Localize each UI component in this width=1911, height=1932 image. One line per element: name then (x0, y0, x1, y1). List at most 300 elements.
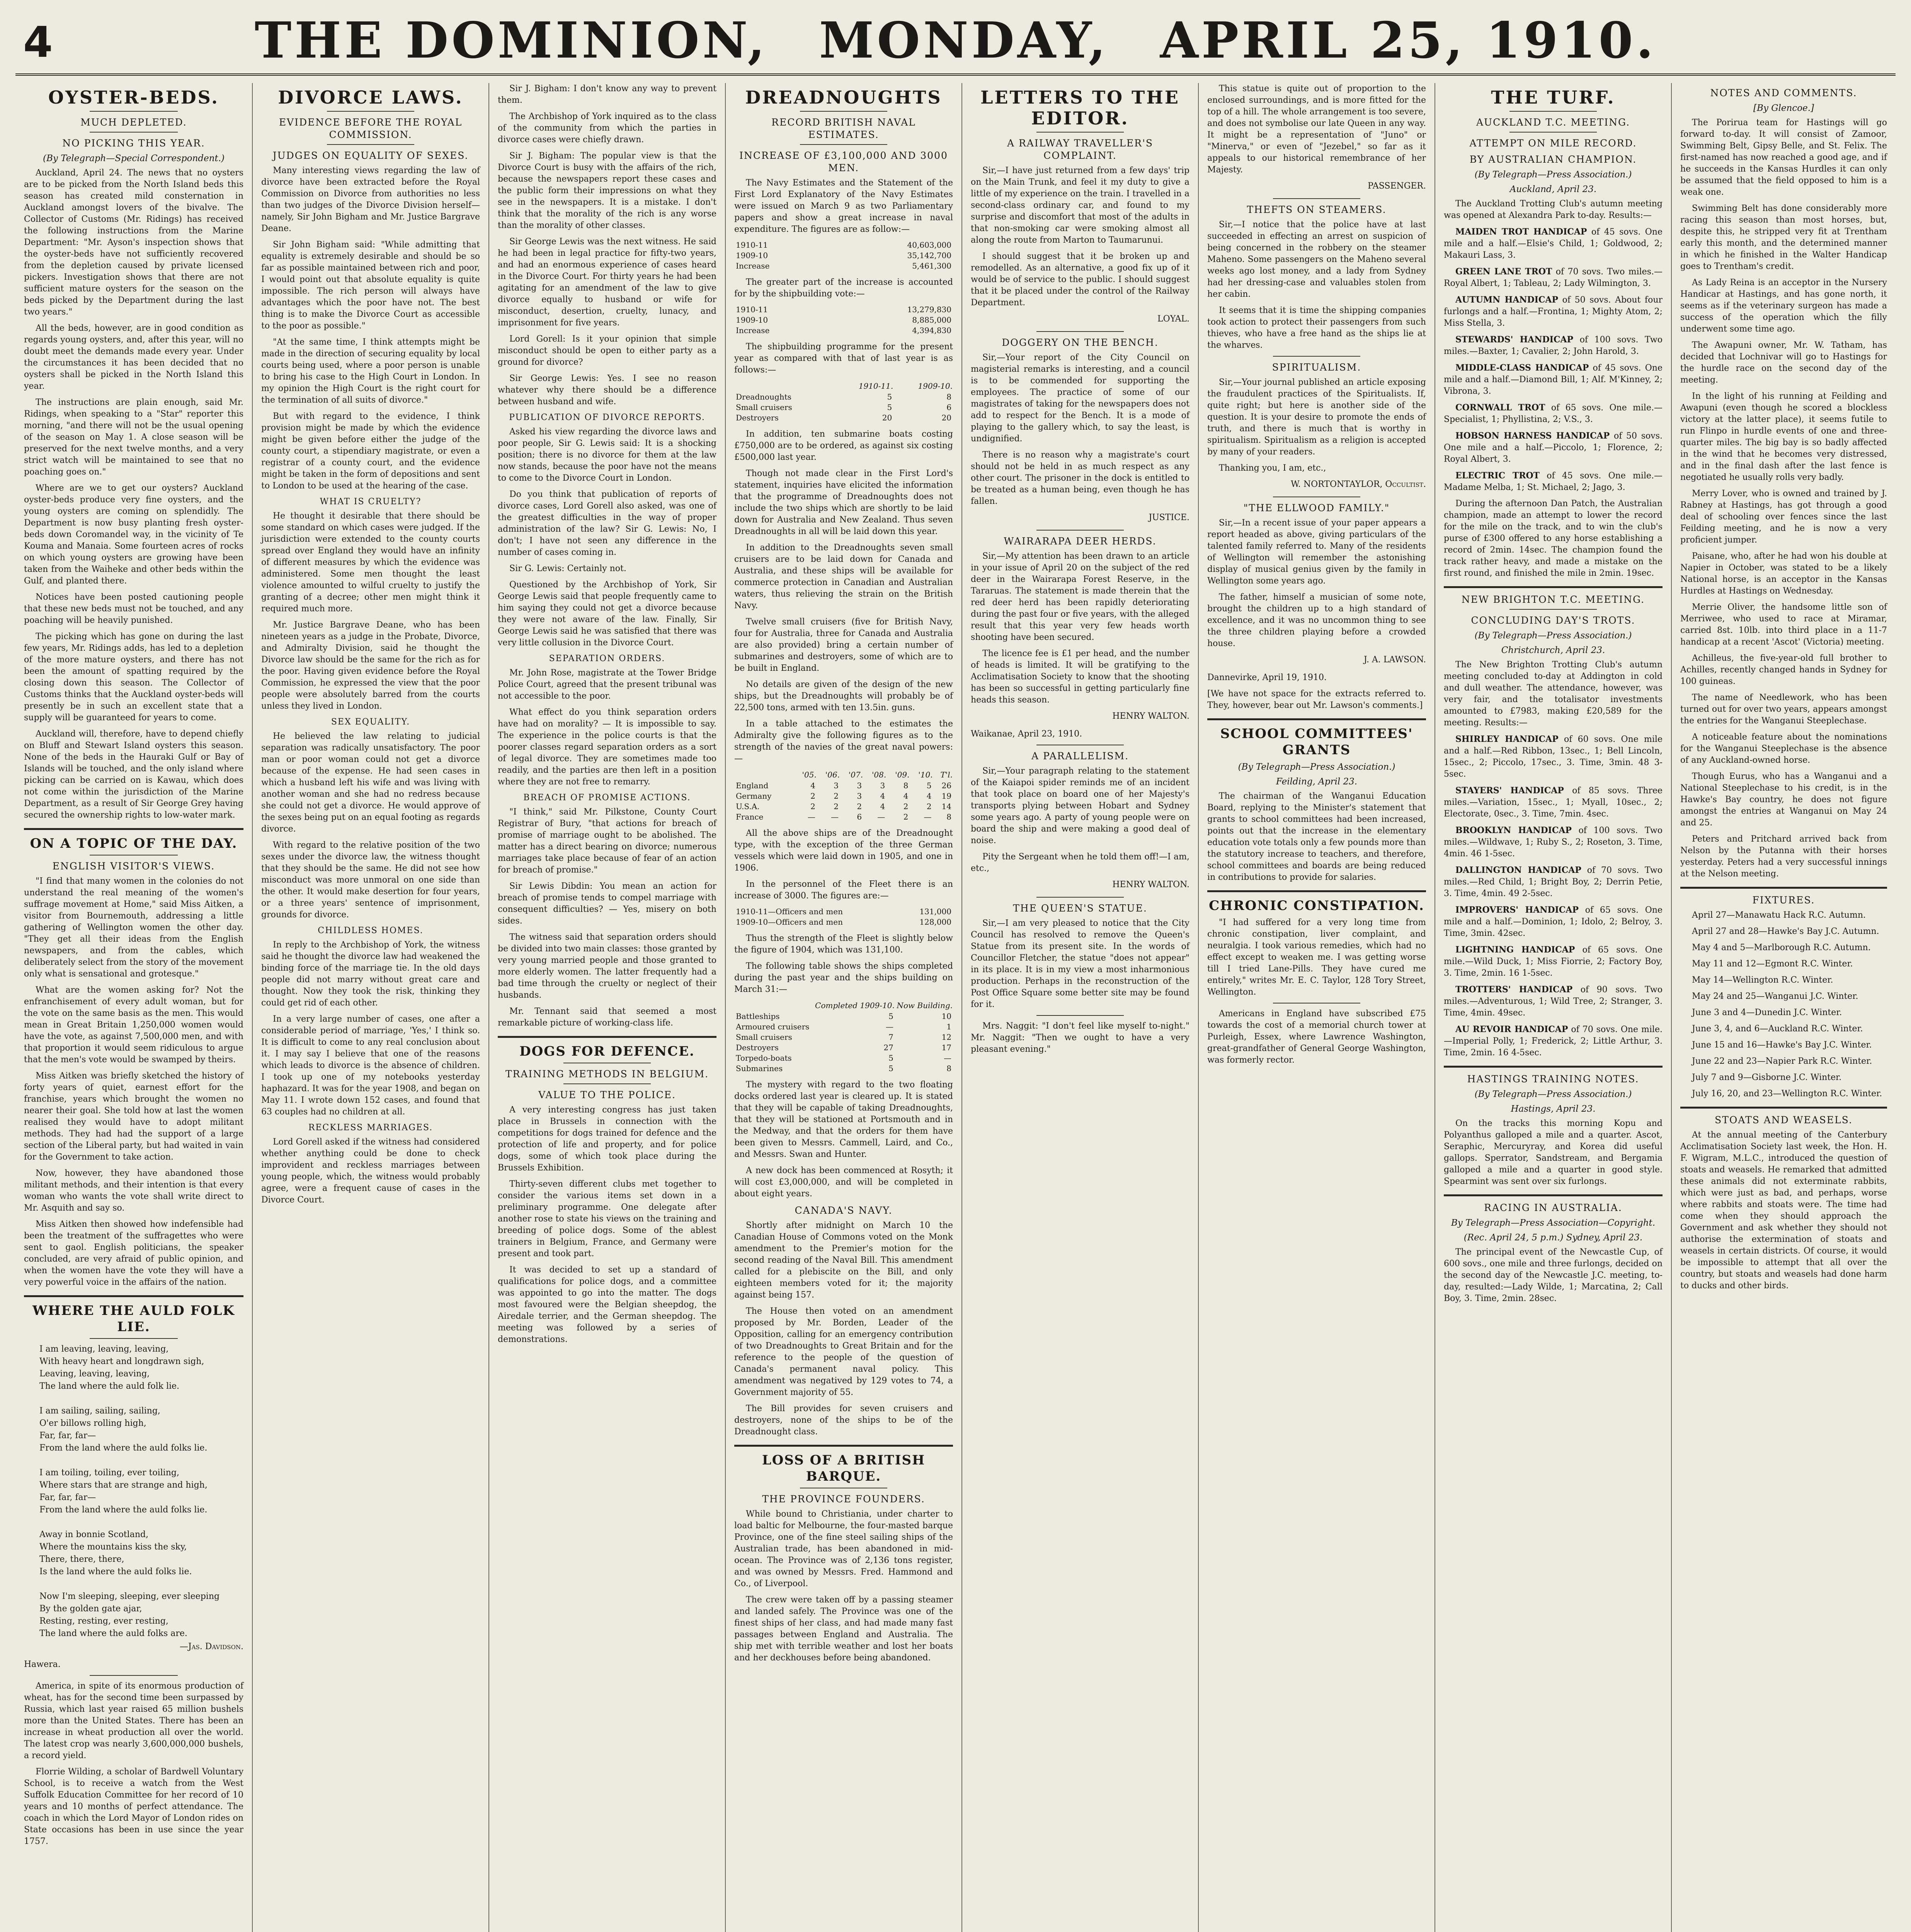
table-cell: Germany (736, 791, 772, 801)
verse-line (39, 1517, 243, 1528)
paragraph: Sir J. Bigham: I don't know any way to prevent them. (498, 84, 716, 105)
race-detail: of 45 sovs. One mile and a half.—Diamond Bill, 1; Alf. M'Kinney, 2; Vibrona, 3. (1444, 363, 1663, 396)
headline: CHRONIC CONSTIPATION. (1209, 898, 1424, 913)
headline: LOSS OF A BRITISH BARQUE. (762, 1452, 926, 1484)
table-cell: — (885, 1022, 893, 1031)
paragraph: Sir,—Your paragraph relating to the statement of the Kaiapoi spider reminds me of an incident that took place on board one of her Majesty's transports plying between Hobart and Sydney some years ago. A party of young people were on board the ship and were making a good deal of noise. (971, 766, 1189, 845)
table-row (734, 1043, 953, 1053)
paragraph: Merry Lover, who is owned and trained by J. Rabney at Hastings, has got through a good deal of schooling over fences since the last Feilding meeting, and he is now a very proficient jumper. (1680, 489, 1887, 545)
table-row (734, 261, 953, 271)
table-cell: 2 (857, 802, 862, 811)
table-cell: 1909-10 (736, 315, 768, 325)
headline: DIVORCE LAWS. (278, 87, 463, 108)
paragraph: A new dock has been commenced at Rosyth; it will cost £3,000,000, and will be completed in about eight years. (734, 1166, 953, 1199)
letter-signature: W. NORTONTAYLOR, Occultist. (1291, 480, 1426, 489)
paragraph: In addition to the Dreadnoughts seven small cruisers are to be laid down for Canada and Australia, and these ships will be available for commerce protection in Canadian and Australian waters, thus relieving the strain on the British Navy. (734, 543, 953, 611)
race-result (1444, 984, 1663, 1019)
verse-line: I am toiling, toiling, ever toiling, (39, 1468, 179, 1478)
table-cell: 2 (903, 812, 909, 821)
paragraph: At the annual meeting of the Canterbury Acclimatisation Society last week, the Hon. H. F. Wigram, M.L.C., introduced the question of stoats and weasels. He remarked that admitted these animals did not exterminate rabbits, which were just as bad, and perhaps, worse where rabbits and stoats were. The time had come when they should approach the Government and ask whether they should not authorise the extermination of stoats and weasels in certain districts. Of course, it would be impossible to attempt that all over the country, but stoats and weasels had done harm to ducks and other birds. (1680, 1130, 1887, 1291)
headline: DOGS FOR DEFENCE. (519, 1044, 695, 1059)
race-name: DALLINGTON HANDICAP (1455, 865, 1581, 875)
headline: SCHOOL COMMITTEES' GRANTS (1220, 726, 1413, 758)
paragraph: Merrie Oliver, the handsome little son of Merriwee, who used to race at Miramar, carried 8st. 10lb. into third place in a 11-7 handicap at a recent 'Ascot' (Victoria) meeting. (1680, 602, 1887, 647)
headline: WHERE THE AULD FOLK LIE. (32, 1303, 235, 1335)
table-cell: France (736, 812, 764, 821)
race-result (1444, 334, 1663, 357)
table-row (734, 781, 953, 791)
headline: FIXTURES. (1752, 895, 1815, 906)
paragraph: The shipbuilding programme for the present year as compared with that of last year is as follows:— (734, 342, 953, 375)
byline: (By Telegraph—Press Association.) (1474, 1089, 1632, 1099)
table-cell: 2 (810, 802, 815, 811)
verse-line: From the land where the auld folks lie. (39, 1505, 208, 1515)
table-cell: 3 (834, 781, 839, 790)
verse-line: Far, far, far— (39, 1431, 96, 1440)
table-cell: 2 (834, 791, 839, 801)
table-row (734, 906, 953, 917)
byline: [By Glencoe.] (1753, 103, 1814, 113)
table-row (734, 1063, 953, 1074)
table-cell: 40,603,000 (907, 240, 951, 250)
race-name: SHIRLEY HANDICAP (1455, 734, 1559, 744)
paragraph: Though Eurus, who has a Wanganui and a National Steeplechase to his credit, is in the Hawke's Bay country, he does not figure amongst the entries at Wanganui on May 24 and 25. (1680, 772, 1887, 828)
paragraph: Shortly after midnight on March 10 the Canadian House of Commons voted on the Monk amendment to the Premier's motion for the second reading of the Naval Bill. This amendment called for a plebiscite on the Bill, and only eighteen members voted for it; the majority against being 157. (734, 1221, 953, 1300)
table-cell: 1 (946, 1022, 951, 1031)
table-row (734, 1053, 953, 1063)
column-4 (725, 83, 961, 1932)
race-result (1444, 266, 1663, 289)
fixture-item: May 4 and 5—Marlborough R.C. Autumn. (1692, 943, 1871, 952)
race-detail: of 45 sovs. One mile.—Madame Melba, 1; St. Michael, 2; Jago, 3. (1444, 471, 1663, 492)
table-cell: 3 (857, 791, 862, 801)
paragraph: The Porirua team for Hastings will go forward to-day. It will consist of Zamoor, Swimming Belt, Gipsy Belle, and St. Felix. The first-named has now reached a good age, and if he succeeds in the Kansas Hurdles it can only be assumed that the field opposed to him is a weak one. (1680, 118, 1887, 197)
paragraph: He believed the law relating to judicial separation was radically unsatisfactory. The poor man or poor woman could not get a divorce because of the expense. He had seen cases in which a husband left his wife and was living with another woman and she had no redress because she could not get a divorce. He would approve of the sexes being put on an equal footing as regards divorce. (261, 731, 480, 834)
table-cell: 2 (903, 802, 909, 811)
paragraph: There is no reason why a magistrate's court should not be held in as much respect as any other court. The prisoner in the dock is entitled to be treated as a human being, even though he has fallen. (971, 450, 1189, 506)
subheadline: THE PROVINCE FOUNDERS. (762, 1493, 925, 1505)
table-cell: Dreadnoughts (736, 392, 791, 401)
verse-line (39, 1393, 243, 1405)
race-name: LIGHTNING HANDICAP (1455, 945, 1575, 955)
table-cell: Armoured cruisers (736, 1022, 810, 1031)
dateline: Feilding, April 23. (1276, 777, 1358, 787)
paragraph: Now, however, they have abandoned those militant methods, and their intention is that every woman who wants the vote shall write direct to Mr. Asquith and say so. (24, 1168, 243, 1213)
verse-line: There, there, there, (39, 1554, 124, 1564)
title-part: 1910. (1486, 12, 1657, 70)
column-7 (1435, 83, 1671, 1932)
table-cell: 5 (888, 1053, 893, 1063)
race-result (1444, 470, 1663, 493)
paragraph: Lord Gorell asked if the witness had considered whether anything could be done to check improvident and reckless marriages between young people, which, the witness would probably agree, were a frequent cause of cases in the Divorce Court. (261, 1137, 480, 1205)
table-cell: 2 (834, 802, 839, 811)
paragraph: Sir,—Your report of the City Council on magisterial remarks is interesting, and a council is to be commended for supporting the employees. The practice of some of our magistrates of taking for the newspapers does not add to respect for the Bench. It is a mode of playing to the gallery which, to say the least, is undignified. (971, 353, 1189, 444)
table-cell: 5 (888, 1064, 893, 1073)
dateline: Auckland, April 23. (1509, 184, 1597, 194)
letter-signature: JUSTICE. (1149, 513, 1189, 522)
paragraph: Thirty-seven different clubs met together to consider the various items set down in a preliminary programme. One delegate after another rose to state his views on the training and breeding of police dogs. Some of the ablest trainers in Belgium, France, and Germany were present and took part. (498, 1179, 716, 1259)
paragraph: Sir George Lewis: Yes. I see no reason whatever why there should be a difference between husband and wife. (498, 374, 716, 406)
verse-line: Is the land where the auld folks lie. (39, 1567, 192, 1577)
race-detail: of 65 sovs. One mile.—Wild Duck, 1; Miss Fiorrie, 2; Factory Boy, 3. Time, 2min. 16 1-5sec. (1444, 945, 1663, 978)
paragraph: Where are we to get our oysters? Auckland oyster-beds produce very fine oysters, and the young oysters are coming on splendidly. The Department is now busy planting fresh oyster-beds down Coromandel way, in the vicinity of Te Kouma and Manaia. Some fourteen acres of rocks on which young oysters are growing have been taken from the Waiheke and other beds within the Gulf, and planted there. (24, 483, 243, 586)
race-name: MAIDEN TROT HANDICAP (1455, 227, 1587, 237)
paper-title (15, 12, 1896, 70)
verse-line: Leaving, leaving, leaving, (39, 1369, 150, 1379)
table-cell: — (924, 812, 932, 821)
table-cell: Increase (736, 326, 770, 335)
race-detail: of 70 sovs. Two miles.—Red Child, 1; Bright Boy, 2; Derrin Petie, 3. Time, 4min. 49 2-5sec. (1444, 866, 1663, 898)
paragraph: Sir John Bigham said: "While admitting that equality is extremely desirable and should be so far as possible maintained between rich and poor, I would point out that absolute equality is quite impossible. The rich person will always have advantages which the poor have not. The best thing is to make the Divorce Court as accessible to the poor as possible." (261, 240, 480, 331)
table-header (734, 769, 794, 781)
paragraph: The licence fee is £1 per head, and the number of heads is limited. It will be gratifying to the Acclimatisation Society to know that the shooting has been so successful in getting particularly fine heads this season. (971, 649, 1189, 705)
table-cell: Small cruisers (736, 403, 792, 412)
verse-line: I am sailing, sailing, sailing, (39, 1406, 160, 1416)
race-result (1444, 362, 1663, 397)
table-header (734, 381, 834, 392)
table-header-row (734, 769, 953, 781)
table-row (734, 1032, 953, 1043)
subheadline: HASTINGS TRAINING NOTES. (1467, 1073, 1639, 1085)
table-header: '05. (802, 770, 817, 779)
dateline: (Rec. April 24, 5 p.m.) Sydney, April 23. (1463, 1233, 1643, 1243)
paragraph: Sir,—My attention has been drawn to an article in your issue of April 20 on the subject of the red deer in the Wairarapa Forest Reserve, in the Tararuas. The statement is made therein that the red deer herd has been rapidly deteriorating during the past four or five years, with the alleged result that this year very few heads worth shooting have been secured. (971, 551, 1189, 642)
subheadline: INCREASE OF £3,100,000 AND 3000 MEN. (739, 150, 948, 173)
race-result (1444, 430, 1663, 465)
paragraph: Sir,—In a recent issue of your paper appears a report headed as above, giving particulars of the talented family referred to. Many of the residents of Wellington will remember the astonishing display of musical genius given by the family in Wellington some years ago. (1207, 518, 1426, 586)
paragraph: In the personnel of the Fleet there is an increase of 3000. The figures are:— (734, 879, 953, 901)
fixture-item: May 24 and 25—Wanganui J.C. Winter. (1692, 992, 1858, 1001)
verse-line: Far, far, far— (39, 1493, 96, 1502)
table-cell: 8,885,000 (912, 315, 951, 325)
table-cell: 5 (926, 781, 932, 790)
verse-line: O'er billows rolling high, (39, 1418, 146, 1428)
section-heading: SEPARATION ORDERS. (549, 654, 665, 663)
paragraph: Auckland, April 24. The news that no oysters are to be picked from the North Island beds this season has created mild consternation in Auckland amongst lovers of the bivalve. The Collector of Customs (Mr. Ridings) has received the following instructions from the Marine Department: "Mr. Ayson's inspection shows that the oyster-beds have not sufficiently recovered from the depletion caused by private licensed pickers. Investigation shows that there are not sufficient mature oysters for the season on the beds picked by the Department during the last two years." (24, 168, 243, 317)
subheadline: VALUE TO THE POLICE. (538, 1089, 676, 1100)
verse-line: I am leaving, leaving, leaving, (39, 1344, 169, 1354)
verse-line: The land where the auld folks are. (39, 1629, 187, 1638)
race-name: AUTUMN HANDICAP (1455, 295, 1559, 305)
race-detail: of 50 sovs. One mile and a half.—Piccolo, 1; Florence, 2; Royal Albert, 3. (1444, 431, 1663, 464)
paragraph: Mrs. Naggit: "I don't feel like myself to-night." Mr. Naggit: "Then we ought to have a very pleasant evening." (971, 1021, 1189, 1054)
table-cell: England (736, 781, 769, 790)
table-cell: 5 (888, 1012, 893, 1021)
paragraph: The picking which has gone on during the last few years, Mr. Ridings adds, has led to a depletion of the more mature oysters, and there has not been the amount of spatting required by the closing down this season. The Collector of Customs thinks that the Auckland oyster-beds will presently be in such an excellent state that a supply will be guaranteed for years to come. (24, 632, 243, 723)
paragraph: During the afternoon Dan Patch, the Australian champion, made an attempt to lower the record for the mile on the track, and to win the club's purse of £300 offered to any horse establishing a record of 2min. 14sec. The champion found the track rather heavy, and made a mistake on the first round, and finished the mile in 2min. 19sec. (1444, 499, 1663, 578)
paragraph: "I find that many women in the colonies do not understand the real meaning of the women's suffrage movement at Home," said Miss Aitken, a visitor from Bournemouth, addressing a little gathering of Wellington women the other day. "They get all their ideas from the English newspapers, and from the cables, which deliberately select from the story of the movement only what is sensational and grotesque." (24, 876, 243, 979)
verse-line: Resting, resting, ever resting, (39, 1616, 168, 1626)
paragraph: What effect do you think separation orders have had on morality? — It is impossible to say. The experience in the police courts is that the poorer classes regard separation orders as a sort of legal divorce. They are sometimes made too readily, and the parties are then left in a position where they are not free to remarry. (498, 707, 716, 787)
paragraph: As Lady Reina is an acceptor in the Nursery Handicar at Hastings, and has gone north, it seems as if the veterinary surgeon has made a success of the operation which the filly underwent some time ago. (1680, 278, 1887, 334)
paragraph: Miss Aitken then showed how indefensible had been the treatment of the suffragettes who were sent to gaol. English politicians, the speaker concluded, are very afraid of public opinion, and when the women have the vote they will have a very powerful voice in the affairs of the nation. (24, 1219, 243, 1287)
subheadline: RECORD BRITISH NAVAL ESTIMATES. (771, 117, 916, 140)
paragraph: Florrie Wilding, a scholar of Bardwell Voluntary School, is to receive a watch from the West Suffolk Education Committee for her record of 10 years and 10 months of perfect attendance. The coach in which the Lord Mayor of London rides on State occasions has been in use since the year 1757. (24, 1767, 243, 1846)
column-3 (488, 83, 725, 1932)
paragraph: Notices have been posted cautioning people that these new beds must not be touched, and any poaching will be heavily punished. (24, 592, 243, 625)
table-row (734, 304, 953, 315)
table-cell: 4 (880, 802, 885, 811)
table-cell: 20 (941, 413, 951, 422)
table-cell: 4 (880, 791, 885, 801)
fixture-item: July 7 and 9—Gisborne J.C. Winter. (1692, 1073, 1842, 1082)
race-result (1444, 1024, 1663, 1059)
paragraph: Americans in England have subscribed £75 towards the cost of a memorial church tower at Purleigh, Essex, where Lawrence Washington, great-grandfather of General George Washington, was formerly rector. (1207, 1009, 1426, 1065)
verse-line: Now I'm sleeping, sleeping, ever sleeping (39, 1592, 220, 1601)
table-cell: 17 (941, 1043, 951, 1052)
column-6 (1198, 83, 1435, 1932)
table-cell: Torpedo-boats (736, 1053, 792, 1063)
fixture-item: April 27—Manawatu Hack R.C. Autumn. (1692, 910, 1866, 920)
paragraph: All the beds, however, are in good condition as regards young oysters, and, after this year, will no doubt meet the demands made every year. Under the circumstances it has been decided that no oysters shall be picked in the North Island this year. (24, 323, 243, 391)
paragraph: The House then voted on an amendment proposed by Mr. Borden, Leader of the Opposition, calling for an emergency contribution of two Dreadnoughts to Great Britain and for the reference to the people of the question of Canada's permanent naval policy. This amendment was negatived by 129 votes to 74, a Government majority of 55. (734, 1306, 953, 1397)
table-row (734, 1022, 953, 1032)
poem-place: Hawera. (24, 1660, 61, 1669)
column-5 (961, 83, 1198, 1932)
paragraph: It was decided to set up a standard of qualifications for police dogs, and a committee was appointed to go into the matter. The dogs most favoured were the Belgian sheepdog, the Airedale terrier, and the German sheepdog. The meeting was followed by a series of demonstrations. (498, 1265, 716, 1344)
letter-heading: WAIRARAPA DEER HERDS. (1004, 536, 1157, 547)
fixture-item: May 11 and 12—Egmont R.C. Winter. (1692, 959, 1853, 969)
paragraph: In addition, ten submarine boats costing £750,000 are to be ordered, as against six costing £500,000 last year. (734, 429, 953, 462)
race-name: MIDDLE-CLASS HANDICAP (1455, 363, 1589, 373)
table-header: '10. (918, 770, 933, 779)
paragraph: The Auckland Trotting Club's autumn meeting was opened at Alexandra Park to-day. Results:— (1444, 199, 1663, 220)
verse-line (39, 1578, 243, 1590)
paragraph: The greater part of the increase is accounted for by the shipbuilding vote:— (734, 277, 953, 299)
section-heading: WHAT IS CRUELTY? (320, 497, 422, 507)
race-detail: of 65 sovs. One mile.—Specialist, 1; Phyllistina, 2; V.S., 3. (1444, 403, 1663, 424)
race-result (1444, 904, 1663, 939)
race-name: GREEN LANE TROT (1455, 267, 1552, 277)
race-name: CORNWALL TROT (1455, 403, 1545, 413)
paragraph: Though not made clear in the First Lord's statement, inquiries have elicited the information that the programme of Dreadnoughts does not include the two ships which are shortly to be laid down for Australia and New Zealand. Thus seven Dreadnoughts in all will be laid down this year. (734, 469, 953, 536)
headline: THE TURF. (1491, 87, 1615, 108)
column-2 (252, 83, 488, 1932)
table-row (734, 1011, 953, 1022)
paragraph: Sir Lewis Dibdin: You mean an action for breach of promise tends to compel marriage with consequent difficulties? — Yes, misery on both sides. (498, 881, 716, 926)
table-cell: 3 (857, 781, 862, 790)
title-part: THE DOMINION, (254, 12, 768, 70)
table-row (734, 392, 953, 402)
paragraph: All the above ships are of the Dreadnought type, with the exception of the three German vessels which were laid down in 1905, and one in 1906. (734, 828, 953, 873)
race-name: ELECTRIC TROT (1455, 471, 1540, 481)
paragraph: But with regard to the evidence, I think provision might be made by which the evidence might be given before either the judge of the county court, a stipendiary magistrate, or even a registrar of a county court, and the evidence might be taken in the form of depositions and sent to London to be used at the hearing of the case. (261, 412, 480, 491)
section-heading: CANADA'S NAVY. (795, 1205, 893, 1216)
table-header: '08. (871, 770, 887, 779)
table-cell: 12 (941, 1032, 951, 1042)
title-part: 25, (1370, 12, 1466, 70)
table-cell: 1910-11 (736, 240, 768, 250)
paragraph: The following table shows the ships completed during the past year and the ships building on March 31:— (734, 961, 953, 994)
subheadline: TRAINING METHODS IN BELGIUM. (505, 1068, 709, 1080)
paragraph: The Archbishop of York inquired as to the class of the community from which the parties in divorce cases were chiefly drawn. (498, 112, 716, 145)
table-header (734, 1000, 813, 1011)
table-header: '09. (895, 770, 910, 779)
race-result (1444, 294, 1663, 329)
paragraph: Mr. John Rose, magistrate at the Tower Bridge Police Court, agreed that the present tribunal was not accessible to the poor. (498, 668, 716, 701)
paragraph: Twelve small cruisers (five for British Navy, four for Australia, three for Canada and Australia are also provided) bring a certain number of submarines and destroyers, some of which are to be built in England. (734, 617, 953, 673)
letter-heading: SPIRITUALISM. (1272, 362, 1361, 373)
table-row (734, 325, 953, 336)
section-heading: CHILDLESS HOMES. (318, 926, 424, 935)
table-cell: Small cruisers (736, 1032, 792, 1042)
letter-heading: DOGGERY ON THE BENCH. (1002, 337, 1159, 348)
race-name: IMPROVERS' HANDICAP (1455, 905, 1579, 915)
paragraph: Achilleus, the five-year-old full brother to Achilles, recently changed hands in Sydney for 100 guineas. (1680, 653, 1887, 686)
table-cell: Destroyers (736, 1043, 779, 1052)
table-cell: 19 (941, 791, 951, 801)
race-detail: of 45 sovs. One mile and a half.—Elsie's Child, 1; Goldwood, 2; Makauri Lass, 3. (1444, 227, 1663, 260)
letter-signature: HENRY WALTON. (1112, 711, 1189, 721)
paragraph: It seems that it is time the shipping companies took action to protect their passengers from such thieves, who have a free hand as the ships lie at the wharves. (1207, 306, 1426, 350)
byline: (By Telegraph—Press Association.) (1238, 762, 1395, 772)
headline: LETTERS TO THE EDITOR. (980, 87, 1180, 129)
paragraph: Sir,—I am very pleased to notice that the City Council has resolved to remove the Queen's Statue from its present site. In the words of Councillor Fletcher, the statue "does not appear" in its place. It is in my view a most inharmonious production. Perhaps in the reconstruction of the Post Office Square some better site may be found for it. (971, 918, 1189, 1009)
paragraph: Questioned by the Archbishop of York, Sir George Lewis said that people frequently came to him saying they could not get a divorce because they were not aware of the law. Finally, Sir George Lewis said he was satisfied that there was very little collusion in the Divorce Court. (498, 580, 716, 648)
table-cell: 2 (926, 802, 932, 811)
subheadline: MUCH DEPLETED. (80, 117, 187, 128)
letter-signature: PASSENGER. (1368, 181, 1426, 191)
table-cell: 1909-10—Officers and men (736, 917, 843, 927)
table-row (734, 812, 953, 822)
paragraph: Miss Aitken was briefly sketched the history of forty years of quiet, earnest effort for the franchise, years which brought the women no nearer their goal. She told how at last the women realised they would have to adopt militant methods. They had had the support of a large section of the Liberal party, but had waited in vain for the Government to take action. (24, 1071, 243, 1162)
verse-line: Where the mountains kiss the sky, (39, 1542, 187, 1552)
table-cell: 3 (880, 781, 885, 790)
verse-line: The land where the auld folk lie. (39, 1381, 180, 1391)
table-row (734, 801, 953, 812)
headline: NOTES AND COMMENTS. (1710, 87, 1857, 99)
table-cell: 14 (941, 802, 951, 811)
table-header: 1909-10. (918, 381, 953, 391)
table-header-row (734, 381, 953, 392)
paragraph: Thanking you, I am, etc., (1219, 463, 1326, 473)
verse-line: With heavy heart and longdrawn sigh, (39, 1357, 204, 1366)
table-cell: — (877, 812, 885, 821)
table-cell: 13,279,830 (907, 305, 951, 314)
table-cell: 27 (883, 1043, 893, 1052)
editor-note: [We have not space for the extracts referred to. They, however, bear out Mr. Lawson's comments.] (1207, 689, 1426, 710)
paragraph: While bound to Christiania, under charter to load baltic for Melbourne, the four-masted barque Province, one of the fine steel sailing ships of the Australian trade, has been abandoned in mid-ocean. The Province was of 2,136 tons register, and was owned by Messrs. Fred. Hammond and Co., of Liverpool. (734, 1509, 953, 1588)
paragraph: Lord Gorell: Is it your opinion that simple misconduct should be open to either party as a ground for divorce? (498, 334, 716, 367)
table-row (734, 917, 953, 927)
letter-heading: THEFTS ON STEAMERS. (1247, 204, 1387, 215)
dateline: Christchurch, April 23. (1501, 645, 1605, 655)
verse-line (39, 1455, 243, 1466)
race-result (1444, 825, 1663, 860)
race-result (1444, 402, 1663, 425)
paragraph: The Navy Estimates and the Statement of the First Lord Explanatory of the Navy Estimates were issued on March 9 as two Parliamentary papers and show a great increase in naval expenditure. The figures are as follow:— (734, 178, 953, 234)
table-row (734, 402, 953, 413)
headline: ON A TOPIC OF THE DAY. (30, 836, 238, 851)
naval-strength-table (734, 769, 953, 822)
race-name: STEWARDS' HANDICAP (1455, 335, 1574, 345)
race-name: HOBSON HARNESS HANDICAP (1455, 431, 1610, 441)
fixture-item: July 16, 20, and 23—Wellington R.C. Winter. (1692, 1089, 1882, 1099)
table-cell: — (830, 812, 839, 821)
table-cell: 5 (887, 403, 892, 412)
programme-table (734, 381, 953, 423)
verse-line: Away in bonnie Scotland, (39, 1530, 149, 1539)
table-cell: Destroyers (736, 413, 779, 422)
paragraph: He thought it desirable that there should be some standard on which cases were judged. If the jurisdiction were extended to the county courts spread over England they would have an infinity of different measures by which the evidence was administered. Some men thought the least violence amounted to wilful cruelty to justify the granting of a decree; other men might think it required much more. (261, 511, 480, 614)
paragraph: In the light of his running at Feilding and Awapuni (even though he scored a blockless victory at the latter place), it seems futile to run Flinpo in hurdle events of one and three-quarter miles. The big bay is so badly affected in the wind that he becomes very distressed, and in the final dash after the last fence is negotiated he usually rolls very badly. (1680, 391, 1887, 482)
race-name: STAYERS' HANDICAP (1455, 786, 1564, 796)
masthead (15, 8, 1896, 76)
table-row (734, 250, 953, 261)
table-cell: 131,000 (919, 907, 951, 916)
fixture-item: June 15 and 16—Hawke's Bay J.C. Winter. (1692, 1040, 1872, 1050)
shipbuilding-table (734, 304, 953, 336)
paragraph: No details are given of the design of the new ships, but the Dreadnoughts will probably be of 22,500 tons, armed with ten 13.5in. guns. (734, 680, 953, 713)
table-cell: 10 (941, 1012, 951, 1021)
table-cell: 1910-11—Officers and men (736, 907, 843, 916)
table-cell: 8 (946, 1064, 951, 1073)
table-header: 1910-11. (858, 381, 893, 391)
paragraph: This statue is quite out of proportion to the enclosed surroundings, and is more fitted for the top of a hill. The whole arrangement is too severe, and does not symbolise our late Queen in any way. It might be a representation of "Juno" or "Minerva," or even of "Jezebel," so far as it appeals to our historical remembrance of her Majesty. (1207, 84, 1426, 175)
paragraph: With regard to the relative position of the two sexes under the divorce law, the witness thought that they should be the same. He did not see how misconduct was more unmoral on one side than the other. It would make desertion for four years, or a three years' sentence of imprisonment, grounds for divorce. (261, 840, 480, 920)
table-cell: 1910-11 (736, 305, 768, 314)
byline: By Telegraph—Press Association—Copyright. (1451, 1218, 1656, 1228)
race-result (1444, 864, 1663, 900)
fixture-item: May 14—Wellington R.C. Winter. (1692, 975, 1833, 985)
personnel-table (734, 906, 953, 927)
poem-signature: —Jas. Davidson. (179, 1642, 243, 1651)
subheadline: NO PICKING THIS YEAR. (62, 138, 205, 149)
column-8 (1671, 83, 1896, 1932)
verse-line: By the golden gate ajar, (39, 1604, 142, 1614)
paragraph: Asked his view regarding the divorce laws and poor people, Sir G. Lewis said: It is a shocking position; there is no divorce for them at the law now stands, because the poor have not the means to come to the Divorce Court in London. (498, 427, 716, 483)
table-cell: 5 (887, 392, 892, 401)
paragraph: The Awapuni owner, Mr. W. Tatham, has decided that Lochnivar will go to Hastings for the hurdle race on the second day of the meeting. (1680, 340, 1887, 385)
dateline: Hastings, April 23. (1511, 1104, 1596, 1114)
paragraph: On the tracks this morning Kopu and Polyanthus galloped a mile and a quarter. Ascot, Seraphic, Mercuryray, and Korea did useful gallops. Sperrator, Sandstream, and Bergamia galloped a mile and a quarter in good style. Spearmint was sent over six furlongs. (1444, 1119, 1663, 1186)
paragraph: Sir,—I notice that the police have at last succeeded in effecting an arrest on suspicion of being concerned in the robbery on the steamer Maheno. Some passengers on the Maheno several weeks ago lost money, and a lady from Sydney had her dressing-case and valuables stolen from her cabin. (1207, 220, 1426, 299)
table-cell: 20 (882, 413, 892, 422)
paragraph: "I had suffered for a very long time from chronic constipation, liver complaint, and neuralgia. I took various remedies, which had no effect except to weaken me. I was getting worse till I tried Lane-Pills. They have cured me entirely," writes Mr. E. C. Taylor, 128 Tory Street, Wellington. (1207, 918, 1426, 997)
table-header-row (734, 1000, 953, 1011)
table-cell: 35,142,700 (907, 251, 951, 260)
estimates-table (734, 240, 953, 271)
table-header: Completed 1909-10. (815, 1001, 895, 1010)
letter-signature: LOYAL. (1157, 314, 1189, 324)
race-detail: of 50 sovs. About four furlongs and a half.—Frontina, 1; Mighty Atom, 2; Miss Stella, 3. (1444, 295, 1663, 328)
paragraph: The father, himself a musician of some note, brought the children up to a high standard of excellence, and it was no uncommon thing to see the three children playing before a crowded house. (1207, 592, 1426, 648)
table-cell: 6 (946, 403, 951, 412)
paragraph: The mystery with regard to the two floating docks ordered last year is cleared up. It is stated that they will be capable of taking Dreadnoughts, that they will be stationed at Portsmouth and in the Medway, and that the orders for them have been given to Messrs. Cammell, Laird, and Co., and Messrs. Swan and Hunter. (734, 1080, 953, 1159)
paragraph: In a table attached to the estimates the Admiralty give the following figures as to the strength of the navies of the great naval powers:— (734, 719, 953, 764)
subheadline: JUDGES ON EQUALITY OF SEXES. (272, 150, 469, 161)
table-cell: — (944, 1053, 951, 1063)
race-detail: of 70 sovs. Two miles.—Royal Albert, 1; Tableau, 2; Lady Wilmington, 3. (1444, 267, 1663, 288)
race-result (1444, 226, 1663, 261)
paragraph: The Bill provides for seven cruisers and destroyers, none of the ships to be of the Dreadnought class. (734, 1404, 953, 1437)
fixture-item: June 3, 4, and 6—Auckland R.C. Winter. (1692, 1024, 1863, 1034)
table-row (734, 791, 953, 801)
paragraph: Sir,—I have just returned from a few days' trip on the Main Trunk, and feel it my duty to give a little of my experience on the train. I travelled in a second-class ordinary car, and found to my surprise and discomfort that most of the adults in that non-smoking car were smoking almost all along the route from Marton to Taumarunui. (971, 166, 1189, 245)
paragraph: A very interesting congress has just taken place in Brussels in connection with the competitions for dogs trained for defence and the protection of life and property, and for police dogs, some of which took place during the Brussels Exhibition. (498, 1105, 716, 1173)
table-cell: 4 (903, 791, 909, 801)
table-cell: 6 (857, 812, 862, 821)
poem (24, 1344, 243, 1670)
race-detail: of 70 sovs. One mile.—Imperial Polly, 1; Frederick, 2; Little Arthur, 3. Time, 2min. 16 4-5sec. (1444, 1025, 1663, 1058)
fixture-item: June 22 and 23—Napier Park R.C. Winter. (1692, 1056, 1872, 1066)
table-cell: 8 (946, 812, 951, 821)
table-cell: 8 (903, 781, 909, 790)
paragraph: Swimming Belt has done considerably more racing this season than most horses, but, despite this, he stripped very fit at Trentham early this month, and the determined manner in which he finished in the Walter Handicap goes to Trentham's credit. (1680, 204, 1887, 271)
paragraph: The New Brighton Trotting Club's autumn meeting concluded to-day at Addington in cold and dull weather. The attendance, however, was very fair, and the totalisator investments amounted to £7983, making £20,589 for the meeting. Results:— (1444, 660, 1663, 728)
byline: (By Telegraph—Press Association.) (1474, 170, 1632, 180)
verse-line: Where stars that are strange and high, (39, 1480, 208, 1490)
